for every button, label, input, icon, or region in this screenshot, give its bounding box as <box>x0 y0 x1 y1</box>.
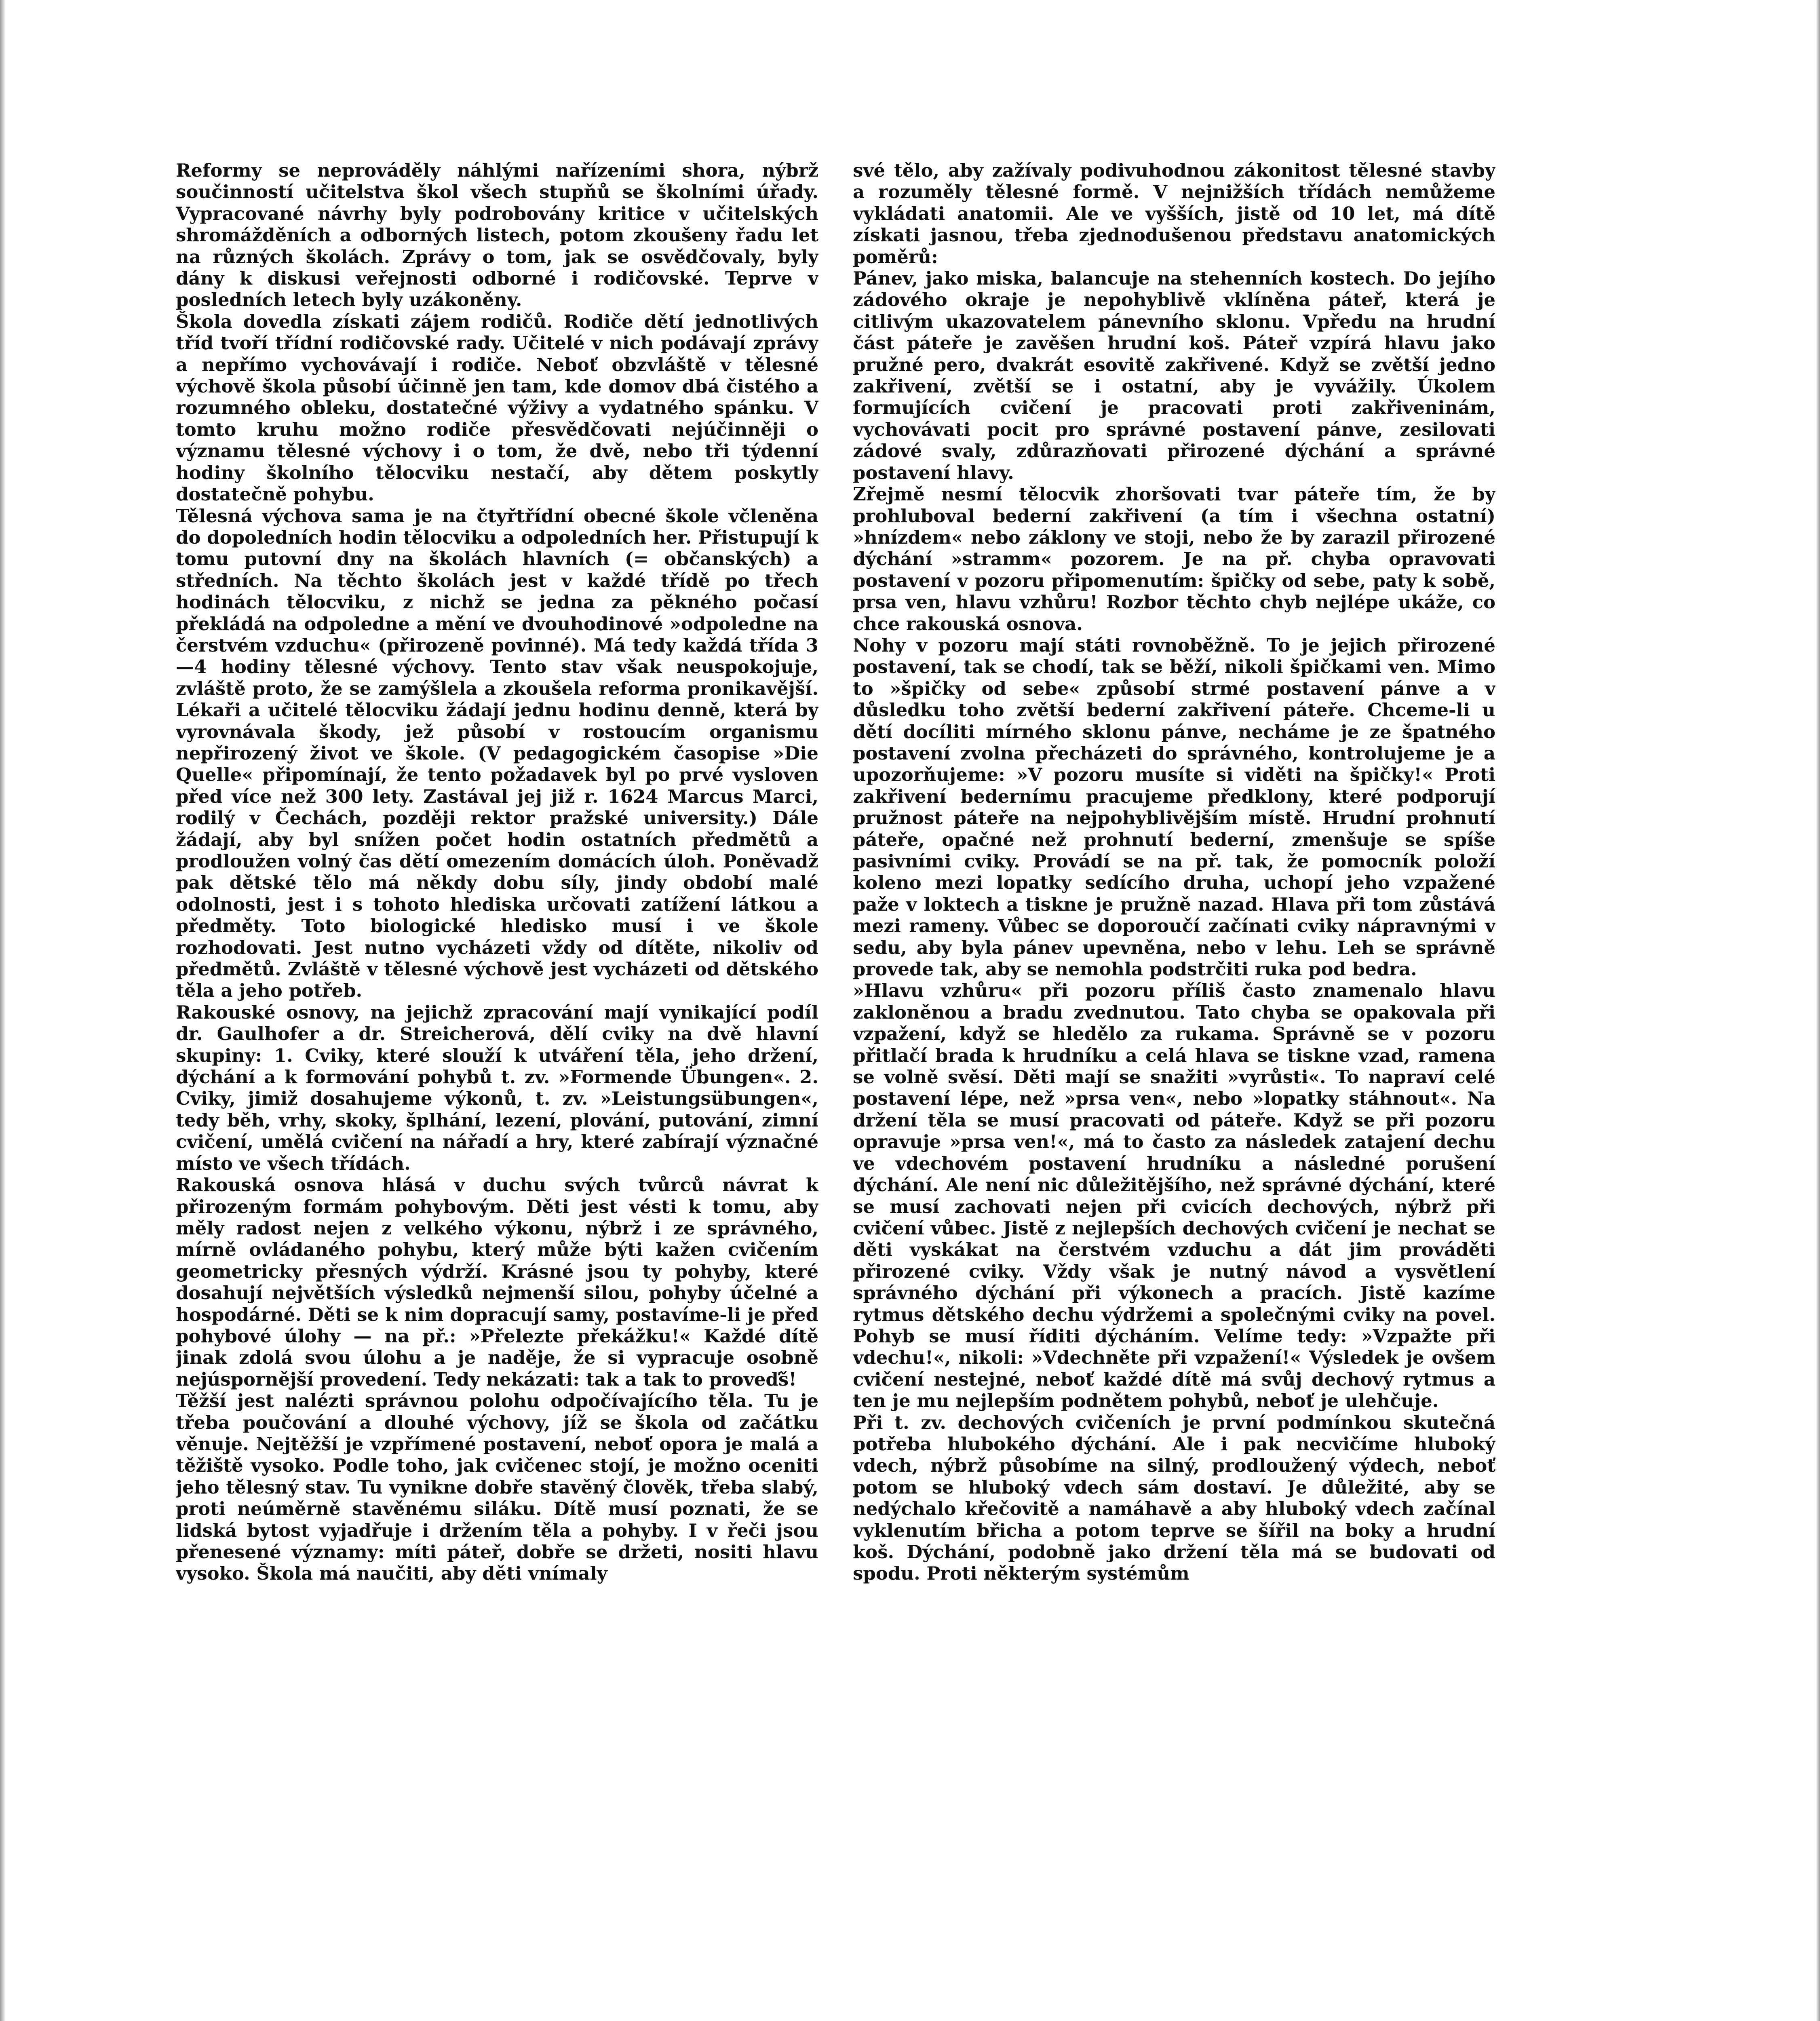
paragraph: Zřejmě nesmí tělocvik zhoršovati tvar páteře tím, že by prohluboval bederní zakřivení (a tím i všechna ostatní) »hnízdem« nebo záklony ve stoji, nebo že by zarazil přirozené dýchání »stramm« pozorem. Je na př. chyba opravovati postavení v pozoru připomenutím: špičky od sebe, paty k sobě, prsa ven, hlavu vzhůru! Rozbor těchto chyb nejlépe ukáže, co chce rakouská osnova. <box>853 483 1495 635</box>
paragraph: Rakouské osnovy, na jejichž zpracování mají vynikající podíl dr. Gaulhofer a dr. Streicherová, dělí cviky na dvě hlavní skupiny: 1. Cviky, které slouží k utváření těla, jeho držení, dýchání a k formování pohybů t. zv. »Formende Übungen«. 2. Cviky, jimiž dosahujeme výkonů, t. zv. »Leistungsübungen«, tedy běh, vrhy, skoky, šplhání, lezení, plování, putování, zimní cvičení, umělá cvičení na nářadí a hry, které zabírají význačné místo ve všech třídách. <box>176 1001 818 1174</box>
scan-edge-right <box>1816 0 1820 2021</box>
paragraph: své tělo, aby zažívaly podivuhodnou zákonitost tělesné stavby a rozuměly tělesné formě. V nejnižších třídách nemůžeme vykládati anatomii. Ale ve vyšších, jistě od 10 let, má dítě získati jasnou, třeba zjednodušenou představu anatomických poměrů: <box>853 160 1495 268</box>
paragraph: Reformy se neprováděly náhlými nařízeními shora, nýbrž součinností učitelstva škol všech stupňů se školními úřady. Vypracované návrhy byly podrobovány kritice v učitelských shromážděních a odborných listech, potom zkoušeny řadu let na různých školách. Zprávy o tom, jak se osvědčovaly, byly dány k diskusi veřejnosti odborné i rodičovské. Teprve v posledních letech byly uzákoněny. <box>176 160 818 311</box>
paragraph: Těžší jest nalézti správnou polohu odpočívajícího těla. Tu je třeba poučování a dlouhé výchovy, jíž se škola od začátku věnuje. Nejtěžší je vzpřímené postavení, neboť opora je malá a těžiště vysoko. Podle toho, jak cvičenec stojí, je možno oceniti jeho tělesný stav. Tu vynikne dobře stavěný člověk, třeba slabý, proti neúměrně stavěnému siláku. Dítě musí poznati, že se lidská bytost vyjadřuje i držením těla a pohyby. I v řeči jsou přenesené významy: míti páteř, dobře se držeti, nositi hlavu vysoko. Škola má naučiti, aby děti vnímaly <box>176 1390 818 1584</box>
paragraph: Při t. zv. dechových cvičeních je první podmínkou skutečná potřeba hlubokého dýchání. Ale i pak necvičíme hluboký vdech, nýbrž působíme na silný, prodloužený výdech, neboť potom se hluboký vdech sám dostaví. Je důležité, aby se nedýchalo křečovitě a namáhavě a aby hluboký vdech začínal vyklenutím břicha a potom teprve se šířil na boky a hrudní koš. Dýchání, podobně jako držení těla má se budovati od spodu. Proti některým systémům <box>853 1411 1495 1584</box>
scan-edge-left <box>0 0 6 2021</box>
paragraph: Nohy v pozoru mají státi rovnoběžně. To je jejich přirozené postavení, tak se chodí, tak se běží, nikoli špičkami ven. Mimo to »špičky od sebe« způsobí strmé postavení pánve a v důsledku toho zvětší bederní zakřivení páteře. Chceme-li u dětí docíliti mírného sklonu pánve, necháme je ze špatného postavení zvolna přecházeti do správného, kontrolujeme je a upozorňujeme: »V pozoru musíte si viděti na špičky!« Proti zakřivení bedernímu pracujeme předklony, které podporují pružnost páteře na nejpohyblivějším místě. Hrudní prohnutí páteře, opačné než prohnutí bederní, zmenšuje se spíše pasivními cviky. Provádí se na př. tak, že pomocník položí koleno mezi lopatky sedícího druha, uchopí jeho vzpažené paže v loktech a tiskne je pružně nazad. Hlava při tom zůstává mezi rameny. Vůbec se doporoučí začínati cviky nápravnými v sedu, aby byla pánev upevněna, nebo v lehu. Leh se správně provede tak, aby se nemohla podstrčiti ruka pod bedra. <box>853 634 1495 980</box>
paragraph: Pánev, jako miska, balancuje na stehenních kostech. Do jejího zádového okraje je nepohyblivě vklíněna páteř, která je citlivým ukazovatelem pánevního sklonu. Vpředu na hrudní část páteře je zavěšen hrudní koš. Páteř vzpírá hlavu jako pružné pero, dvakrát esovitě zakřivené. Když se zvětší jedno zakřivení, zvětší se i ostatní, aby je vyvážily. Úkolem formujících cvičení je pracovati proti zakřiveninám, vychovávati pocit pro správné postavení pánve, zesilovati zádové svaly, zdůrazňovati přirozené dýchání a správné postavení hlavy. <box>853 268 1495 483</box>
right-column <box>853 160 1495 2021</box>
paragraph: »Hlavu vzhůru« při pozoru příliš často znamenalo hlavu zakloněnou a bradu zvednutou. Tato chyba se opakovala při vzpažení, když se hledělo za rukama. Správně se v pozoru přitlačí brada k hrudníku a celá hlava se tiskne vzad, ramena se volně svěsí. Děti mají se snažiti »vyrůsti«. To napraví celé postavení lépe, než »prsa ven«, nebo »lopatky stáhnout«. Na držení těla se musí pracovati od páteře. Když se při pozoru opravuje »prsa ven!«, má to často za následek zatajení dechu ve vdechovém postavení hrudníku a následné porušení dýchání. Ale není nic důležitějšího, než správné dýchání, které se musí zachovati nejen při cvicích dechových, nýbrž při cvičení vůbec. Jistě z nejlepších dechových cvičení je nechat se děti vyskákat na čerstvém vzduchu a dát jim prováděti přirozené cviky. Vždy však je nutný návod a vysvětlení správného dýchání při výkonech a pracích. Jistě kazíme rytmus dětského dechu výdržemi a společnými cviky na povel. Pohyb se musí říditi dýcháním. Velíme tedy: »Vzpažte při vdechu!«, nikoli: »Vdechněte při vzpažení!« Výsledek je ovšem cvičení nestejné, neboť každé dítě má svůj dechový rytmus a ten je mu nejlepším podnětem pohybů, neboť je ulehčuje. <box>853 980 1495 1412</box>
paragraph: Rakouská osnova hlásá v duchu svých tvůrců návrat k přirozeným formám pohybovým. Děti jest vésti k tomu, aby měly radost nejen z velkého výkonu, nýbrž i ze správného, mírně ovládaného pohybu, který může býti kažen cvičením geometricky přesných výdrží. Krásné jsou ty pohyby, které dosahují největších výsledků nejmenší silou, pohyby účelné a hospodárné. Děti se k nim dopracují samy, postavíme-li je před pohybové úlohy — na př.: »Přelezte překážku!« Každé dítě jinak zdolá svou úlohu a je naděje, že si vypracuje osobně nejúspornější provedení. Tedy nekázati: tak a tak to proveďš! <box>176 1174 818 1390</box>
paragraph: Tělesná výchova sama je na čtyřtřídní obecné škole včleněna do dopoledních hodin tělocviku a odpoledních her. Přistupují k tomu putovní dny na školách hlavních (= občanských) a středních. Na těchto školách jest v každé třídě po třech hodinách tělocviku, z nichž se jedna za pěkného počasí překládá na odpoledne a mění ve dvouhodinové »odpoledne na čerstvém vzduchu« (přirozeně povinné). Má tedy každá třída 3—4 hodiny tělesné výchovy. Tento stav však neuspokojuje, zvláště proto, že se zamýšlela a zkoušela reforma pronikavější. Lékaři a učitelé tělocviku žádají jednu hodinu denně, která by vyrovnávala škody, jež působí v rostoucím organismu nepřirozený život ve škole. (V pedagogickém časopise »Die Quelle« připomínají, že tento požadavek byl po prvé vysloven před více než 300 lety. Zastával jej již r. 1624 Marcus Marci, rodilý v Čechách, později rektor pražské university.) Dále žádají, aby byl snížen počet hodin ostatních předmětů a prodloužen volný čas dětí omezením domácích úloh. Poněvadž pak dětské tělo má někdy dobu síly, jindy období malé odolnosti, jest i s tohoto hlediska určovati zatížení látkou a předměty. Toto biologické hledisko musí i ve škole rozhodovati. Jest nutno vycházeti vždy od dítěte, nikoliv od předmětů. Zvláště v tělesné výchově jest vycházeti od dětského těla a jeho potřeb. <box>176 505 818 1002</box>
paragraph: Škola dovedla získati zájem rodičů. Rodiče dětí jednotlivých tříd tvoří třídní rodičovské rady. Učitelé v nich podávají zprávy a nepřímo vychovávají i rodiče. Neboť obzvláště v tělesné výchově škola působí účinně jen tam, kde domov dbá čistého a rozumného obleku, dostatečné výživy a vydatného spánku. V tomto kruhu možno rodiče přesvědčovati nejúčinněji o významu tělesné výchovy i o tom, že dvě, nebo tři týdenní hodiny školního tělocviku nestačí, aby dětem poskytly dostatečně pohybu. <box>176 310 818 505</box>
left-column <box>176 160 818 2021</box>
